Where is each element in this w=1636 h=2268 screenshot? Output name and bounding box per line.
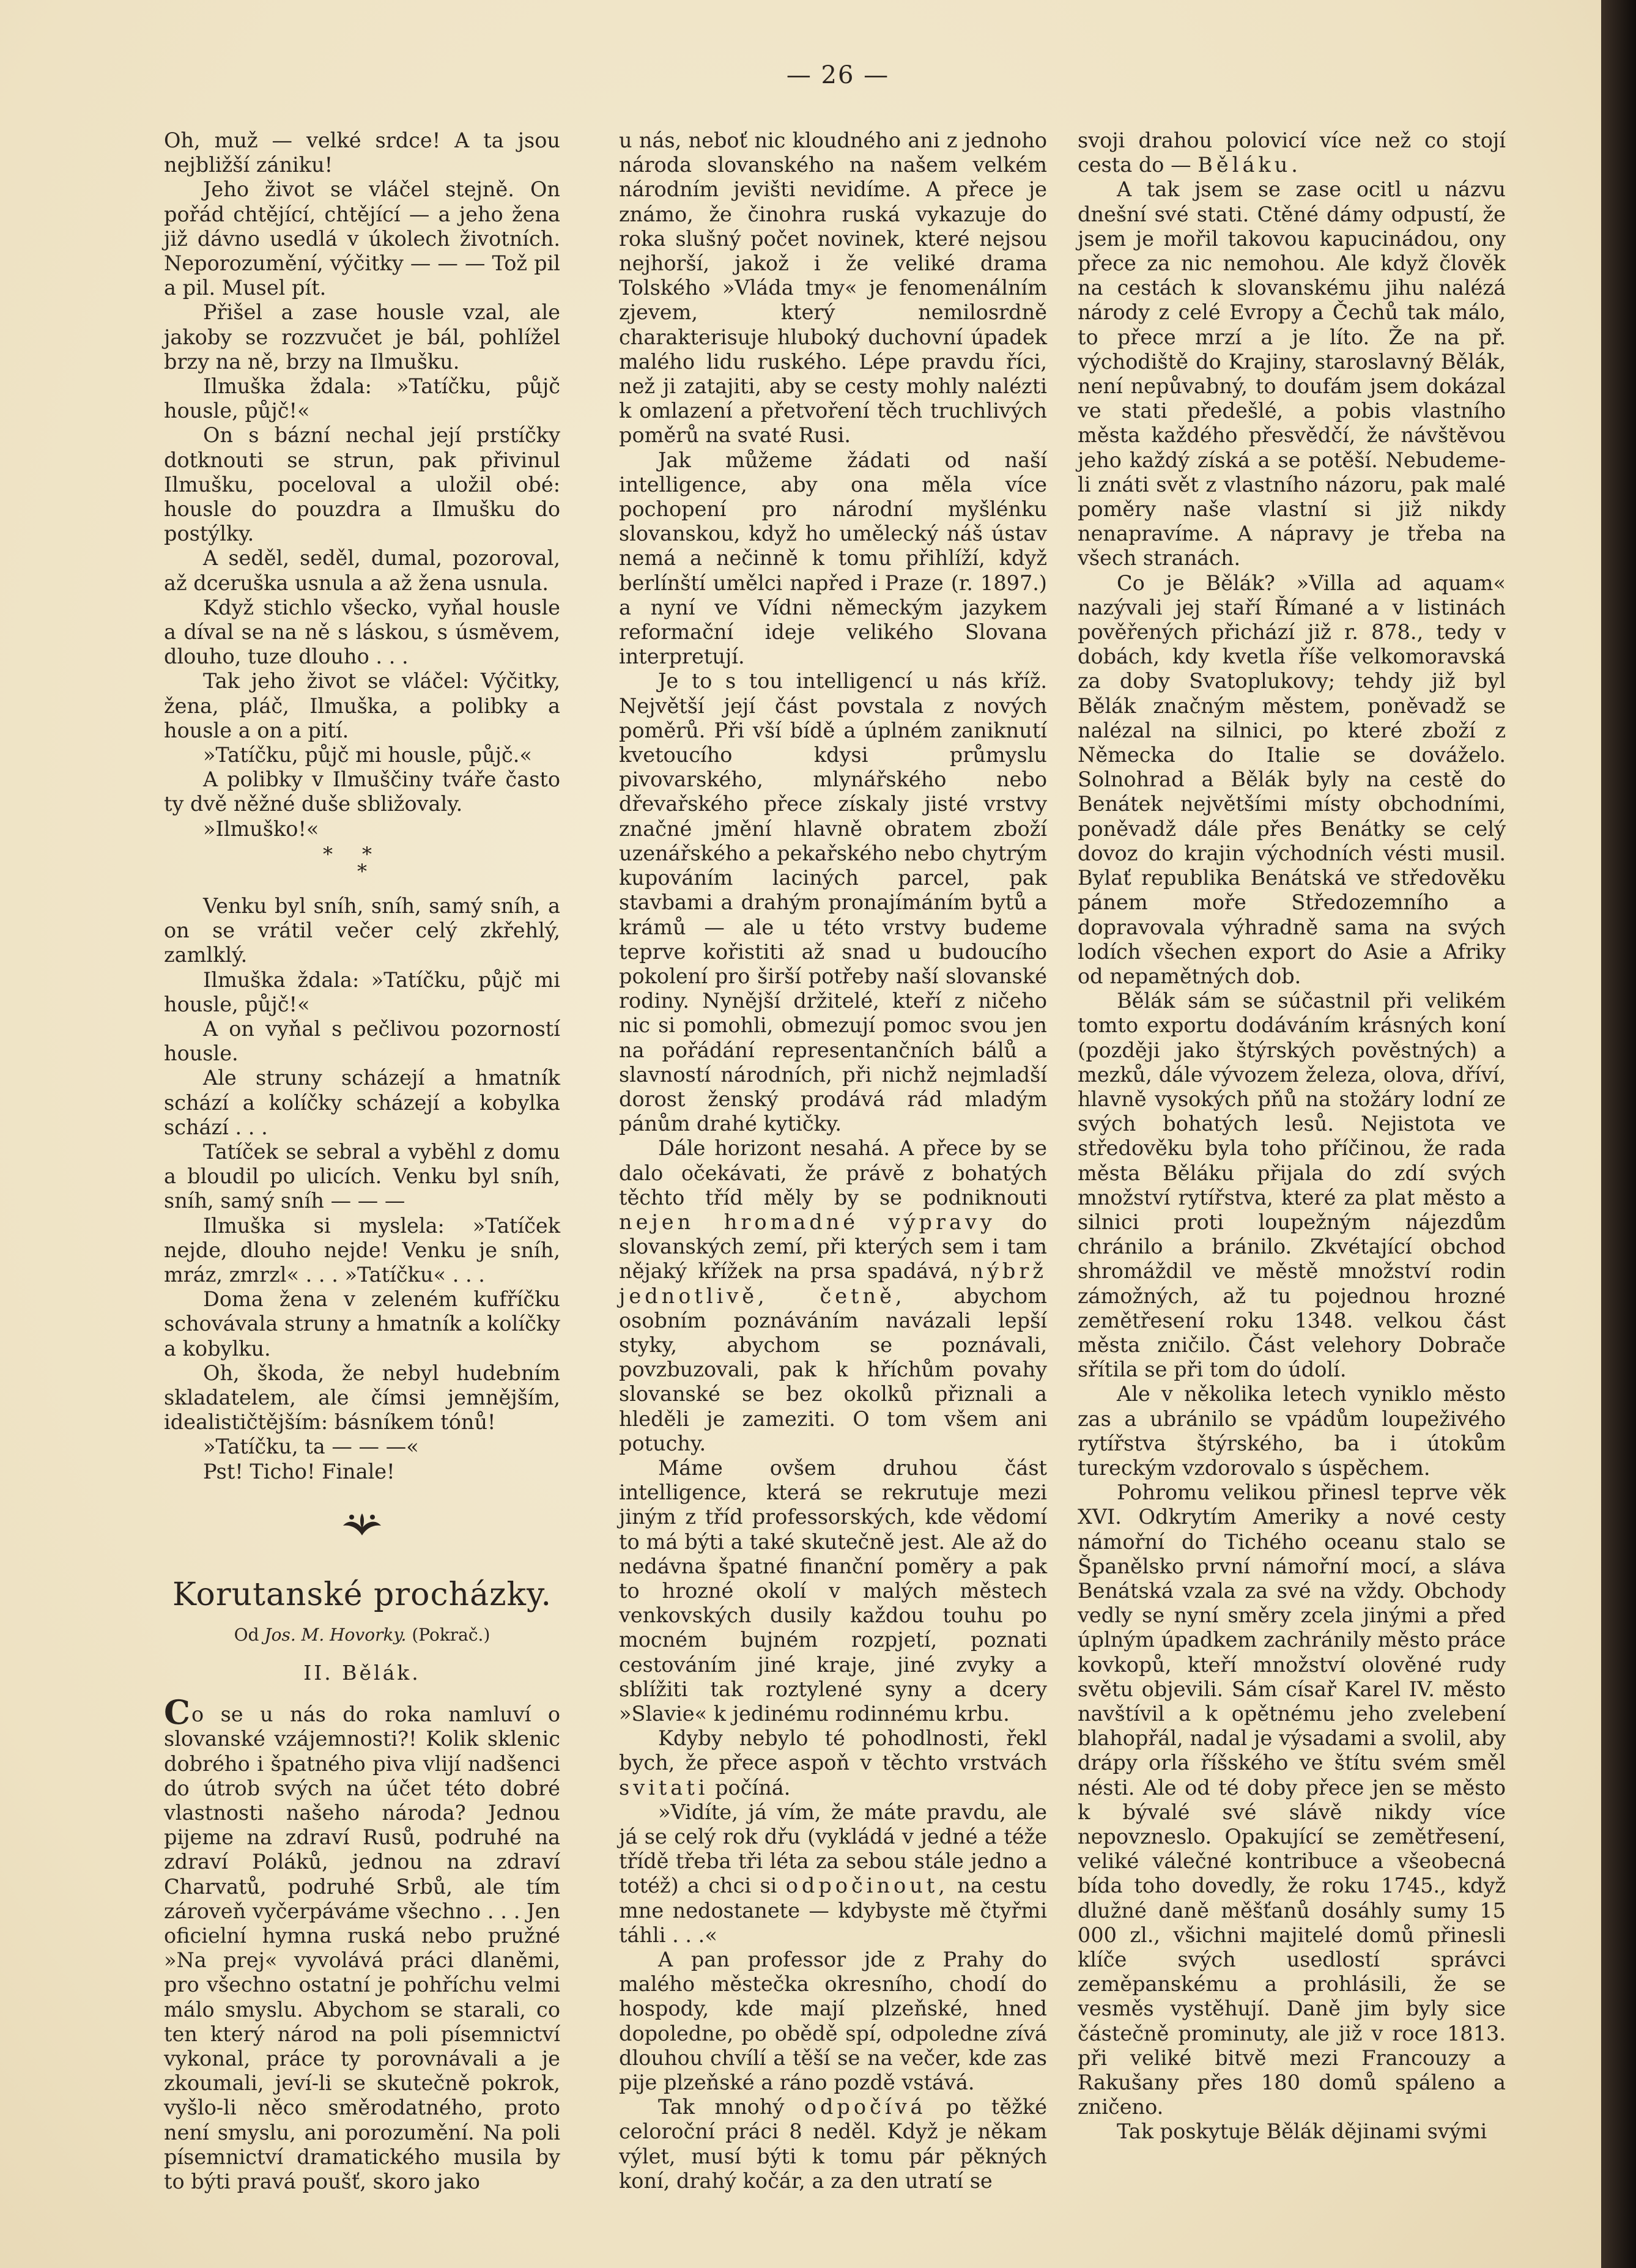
- paragraph: A polibky v Ilmuščiny tváře často ty dvě něžné duše sbližovaly.: [164, 767, 560, 816]
- byline-author: Jos. M. Hovorky.: [264, 1624, 407, 1645]
- paragraph: A tak jsem se zase ocitl u názvu dnešní své stati. Ctěné dámy odpustí, že jsem je mořil takovou kapucinádou, ony přece za nic nemohou. Ale když člověk na cestách k slovanskému jihu nalézá národy z celé Evropy a Čechů tak málo, to přece mrzí a je líto. Že na př. východiště do Krajiny, staroslavný Bělák, není nepůvabný, to doufám jsem dokázal ve stati předešlé, a pobis vlastního města každého přesvědčí, že návštěvou jeho každý získá a se potěší. Nebudeme-li znáti svět z vlastního názoru, pak malé poměry naše vlastní si již nikdy nenapravíme. A nápravy je třeba na všech stranách.: [1078, 177, 1506, 571]
- asterisk: *: [362, 842, 401, 866]
- paragraph: [619, 1726, 1047, 1800]
- text: Kdyby nebylo té pohodlnosti, řekl bych, že přece aspoň v těchto vrstvách: [619, 1726, 1047, 1775]
- paragraph: A pan professor jde z Prahy do malého městečka okresního, chodí do hospody, kde mají plzeňské, hned dopoledne, po obědě spí, odpoledne zívá dlouhou chvílí a těší se na večer, kde zas pije plzeňské a ráno pozdě vstává.: [619, 1948, 1047, 2095]
- paragraph: Ale v několika letech vyniklo město zas a ubránilo se vpádům loupeživého rytířstva štýrského, ba i útokům tureckým vzdorovalo s úspěchem.: [1078, 1382, 1506, 1480]
- text: abychom osobním poznáváním navázali lepší styky, abychom se poznávali, povzbuzovali, pak k hříchům povahy slovanské se bez okolků přiznali a hleděli je zameziti. O tom všem ani potuchy.: [619, 1284, 1047, 1455]
- paragraph: Ale struny scházejí a hmatník schází a kolíčky scházejí a kobylka schází . . .: [164, 1066, 560, 1139]
- paragraph: [619, 1136, 1047, 1456]
- byline: [164, 1624, 560, 1646]
- text: »Vidíte, já vím, že máte pravdu, ale já se celý rok dřu (vykládá v jedné a téže třídě třeba tři léta za sebou stále jedno a totéž) a chci si: [619, 1800, 1047, 1898]
- paragraph: Když stichlo všecko, vyňal housle a díval se na ně s láskou, s úsměvem, dlouho, tuze dlouho . . .: [164, 595, 560, 669]
- paragraph: Ilmuška ždala: »Tatíčku, půjč mi housle, půjč!«: [164, 967, 560, 1016]
- paragraph: A on vyňal s pečlivou pozorností housle.: [164, 1016, 560, 1066]
- paragraph: Tatíček se sebral a vyběhl z domu a bloudil po ulicích. Venku byl sníh, sníh, samý sníh — — —: [164, 1139, 560, 1213]
- text: do slovanských zemí, při kterých sem i tam nějaký křížek na prsa spadává,: [619, 1210, 1047, 1284]
- text: Tak mnohý: [658, 2095, 785, 2119]
- paragraph: Pohromu velikou přinesl teprve věk XVI. Odkrytím Ameriky a nové cesty námořní do Tichého oceanu stalo se Španělsko první námořní mocí, a sláva Benátská vzala za své na vždy. Obchody vedly se nyní směry zcela jinými a před úplným úpadkem zachránily město práce kovkopů, kteří množství olověné rudy světu objevili. Sám císař Karel IV. město navštívil a k opětnému jeho zvelebení blahopřál, nadal je výsadami a svolil, aby drápy orla říšského ve štítu svém směl nésti. Ale od té doby přece jen se město k bývalé své slávě nikdy více nepovzneslo. Opakující se zemětřesení, veliké válečné kontribuce a všeobecná bída toho dovedly, že roku 1745., když dlužné daně měšťanů dosáhly sumy 15 000 zl., všichni majitelé domů přinesli klíče svých usedlostí správci zeměpanskému a prohlásili, že se vesměs vystěhují. Daně jim byly sice částečně prominuty, ale již v roce 1813. při veliké bitvě mezi Francouzy a Rakušany přes 180 domů spáleno a zničeno.: [1078, 1480, 1506, 2119]
- paragraph: Doma žena v zeleném kufříčku schovávala struny a hmatník a kolíčky a kobylku.: [164, 1287, 560, 1361]
- binding-edge: [1601, 0, 1636, 2268]
- opening-paragraph: [164, 1693, 560, 2194]
- paragraph: Jak můžeme žádati od naší intelligence, aby ona měla více pochopení pro národní myšlénku slovanskou, když ho umělecký náš ústav nemá a nečinně k tomu přihlíží, když berlínští umělci napřed i Praze (r. 1897.) a nyní ve Vídni německým jazykem reformační ideje velikého Slovana interpretují.: [619, 448, 1047, 669]
- paragraph: Ilmuška ždala: »Tatíčku, půjč housle, půjč!«: [164, 374, 560, 423]
- byline-suffix: (Pokrač.): [412, 1624, 490, 1645]
- paragraph: Přišel a zase housle vzal, ale jakoby se rozzvučet je bál, pohlížel brzy na ně, brzy na Ilmušku.: [164, 300, 560, 374]
- paragraph: Oh, muž — velké srdce! A ta jsou nejbližší zániku!: [164, 128, 560, 177]
- paragraph: Pst! Ticho! Finale!: [203, 1459, 395, 1483]
- spaced-emphasis: odpočívá: [804, 2095, 927, 2119]
- spaced-emphasis: nýbrž jednotlivě, četně,: [619, 1259, 1047, 1308]
- drop-cap: C: [164, 1693, 190, 1732]
- paragraph: Jeho život se vláčel stejně. On pořád chtějící, chtějící — a jeho žena již dávno usedlá v úkolech životních. Neporozumění, výčitky — — — Tož pil a pil. Musel pít.: [164, 177, 560, 300]
- page-number: — 26 —: [786, 61, 890, 89]
- text: svoji drahou polovicí více než co stojí cesta do —: [1078, 128, 1506, 177]
- paragraph: [619, 1800, 1047, 1948]
- text: počíná.: [715, 1775, 791, 1800]
- column-2: [619, 128, 1047, 2193]
- paragraph: Co je Bělák? »Villa ad aquam« nazývali jej staří Římané a v listinách pověřených přichází již r. 878., tedy v dobách, kdy kvetla říše velkomoravská za doby Svatoplukovy; tehdy již byl Bělák značným městem, poněvadž se nalézal na silnici, po které zboží z Německa do Italie se dováželo. Solnohrad a Bělák byly na cestě do Benátek největšími místy obchodními, poněvadž dále přes Benátky se celý dovoz do krajin východních vésti musil. Bylať republika Benátská ve středověku pánem moře Středozemního a dopravovala výhradně sama na svých lodích všechen export do Asie a Afriky od nepamětných dob.: [1078, 571, 1506, 988]
- paragraph: [619, 2095, 1047, 2193]
- spaced-emphasis: Běláku.: [1197, 153, 1301, 177]
- paragraph: »Tatíčku, půjč mi housle, půjč.«: [203, 743, 532, 767]
- spaced-emphasis: svitati: [619, 1775, 709, 1800]
- paragraph: Ilmuška si myslela: »Tatíček nejde, dlouho nejde! Venku je sníh, mráz, zmrzl« . . . »Tatíčku« . . .: [164, 1213, 560, 1287]
- paragraph-text: o se u nás do roka namluví o slovanské vzájemnosti?! Kolik sklenic dobrého i špatného piva vlijí nadšenci do útrob svých na účet této dobré vlastnosti našeho národa? Jednou pijeme na zdraví Rusů, podruhé na zdraví Poláků, jednou na zdraví Charvatů, podruhé Srbů, ale tím zároveň vyčerpáváme všechno . . . Jen oficielní hymna ruská nebo pružné »Na prej« vyvolává práci dlaněmi, pro všechno ostatní je pohříchu velmi málo smyslu. Abychom se starali, co ten který národ na poli písemnictví vykonal, práce ty porovnávali a je zkoumali, jeví-li se skutečně pokrok, vyšlo-li něco směrodatného, proto není smyslu, ani porozumění. Na poli písemnictví dramatického musila by to býti pravá poušť, skoro jako: [164, 1702, 560, 2194]
- fleuron-ornament-icon: [164, 1511, 560, 1545]
- paragraph: On s bázní nechal její prstíčky dotknouti se strun, pak přivinul Ilmušku, poceloval a uložil obé: housle do pouzdra a Ilmušku do postýlky.: [164, 423, 560, 546]
- paragraph: Máme ovšem druhou část intelligence, která se rekrutuje mezi jiným z tříd professorských, kde vědomí to má býti a také skutečně jest. Ale až do nedávna špatné finanční poměry a pak to hrozné okolí v malých městech venkovských dusily každou touhu po mocném bujném rozpjetí, poznati cestováním jiné kraje, jiné zvyky a sblížiti tak roztylené syny a dcery »Slavie« k jedinému rodinnému krbu.: [619, 1455, 1047, 1726]
- paragraph: »Ilmuško!«: [203, 816, 319, 841]
- byline-prefix: Od: [234, 1624, 259, 1645]
- paragraph: u nás, neboť nic kloudného ani z jednoho národa slovanského na našem velkém národním jevišti nevidíme. A přece je známo, že činohra ruská vykazuje do roka slušný počet novinek, které nejsou nejhorší, jakož i že veliké drama Tolského »Vláda tmy« je fenomenálním zjevem, který nemilosrdně charakterisuje hluboký duchovní úpadek malého lidu ruského. Lépe pravdu říci, než ji zatajiti, aby se cesty mohly nalézti k omlazení a přetvoření těch truchlivých poměrů na svaté Rusi.: [619, 128, 1047, 448]
- column-3: [1078, 128, 1506, 2144]
- spaced-emphasis: nejen hromadné výpravy: [619, 1210, 996, 1234]
- section-heading: II. Bělák.: [303, 1660, 421, 1685]
- article-title: Korutanské procházky.: [172, 1576, 552, 1613]
- paragraph: [1078, 128, 1506, 177]
- spaced-emphasis: odpočinout,: [785, 1874, 949, 1898]
- paragraph: A seděl, seděl, dumal, pozoroval, až dceruška usnula a až žena usnula.: [164, 546, 560, 595]
- paragraph: Oh, škoda, že nebyl hudebním skladatelem, ale čímsi jemnějším, idealističtějším: básníkem tónů!: [164, 1361, 560, 1435]
- asterisk: *: [323, 842, 362, 866]
- section-break-asterisks: [164, 844, 560, 882]
- paragraph: Bělák sám se súčastnil při velikém tomto exportu dodáváním krásných koní (později jako štýrských pověstných) a mezků, dále vývozem železa, olova, dříví, hlavně vysokých pňů na stožáry lodní ze svých bohatých lesů. Nejistota ve středověku byla toho příčinou, že rada města Běláku přijala do zdí svých množství rytířstva, které za plat město a silnici proti loupežným nájezdům chránilo a bránilo. Zkvétající obchod shromáždil ve městě množství rodin zámožných, až tu pojednou hrozné zemětřesení roku 1348. velkou část města zničilo. Část velehory Dobrače sřítila se při tom do údolí.: [1078, 989, 1506, 1382]
- paragraph: Tak jeho život se vláčel: Výčitky, žena, pláč, Ilmuška, a polibky a housle a on a pití.: [164, 669, 560, 742]
- paragraph: Je to s tou intelligencí u nás kříž. Největší její část povstala z nových poměrů. Při vší bídě a úplném zaniknutí kvetoucího kdysi průmyslu pivovarského, mlynářského nebo dřevařského přece získaly jisté vrstvy značné jmění hlavně obratem zboží uzenářského a pekařského nebo chytrým kupováním laciných parcel, pak stavbami a drahým pronajímáním bytů a krámů — ale u této vrstvy budeme teprve kořistiti až snad u budoucího pokolení pro širší potřeby naší slovanské rodiny. Nynější držitelé, kteří z ničeho nic si pomohli, obmezují pomoc svou jen na pořádání representančních bálů a slavností národních, při nichž nejmladší dorost ženský prodává rád mladým pánům drahé kytičky.: [619, 669, 1047, 1136]
- paragraph: Tak poskytuje Bělák dějinami svými: [1117, 2119, 1487, 2144]
- text: po těžké celoroční práci 8 neděl. Když je někam výlet, musí býti k tomu pár pěkných koní, drahý kočár, a za den utratí se: [619, 2095, 1047, 2193]
- text: na cestu mne nedostanete — kdybyste mě čtyřmi táhli . . .«: [619, 1874, 1047, 1947]
- paragraph: Venku byl sníh, sníh, samý sníh, a on se vrátil večer celý zkřehlý, zamlklý.: [164, 893, 560, 967]
- paragraph: »Tatíčku, ta — — —«: [203, 1435, 419, 1459]
- column-1: [164, 128, 560, 2194]
- asterisk: *: [357, 859, 367, 883]
- text: Dále horizont nesahá. A přece by se dalo očekávati, že právě z bohatých těchto tříd měly by se podniknouti: [619, 1136, 1047, 1210]
